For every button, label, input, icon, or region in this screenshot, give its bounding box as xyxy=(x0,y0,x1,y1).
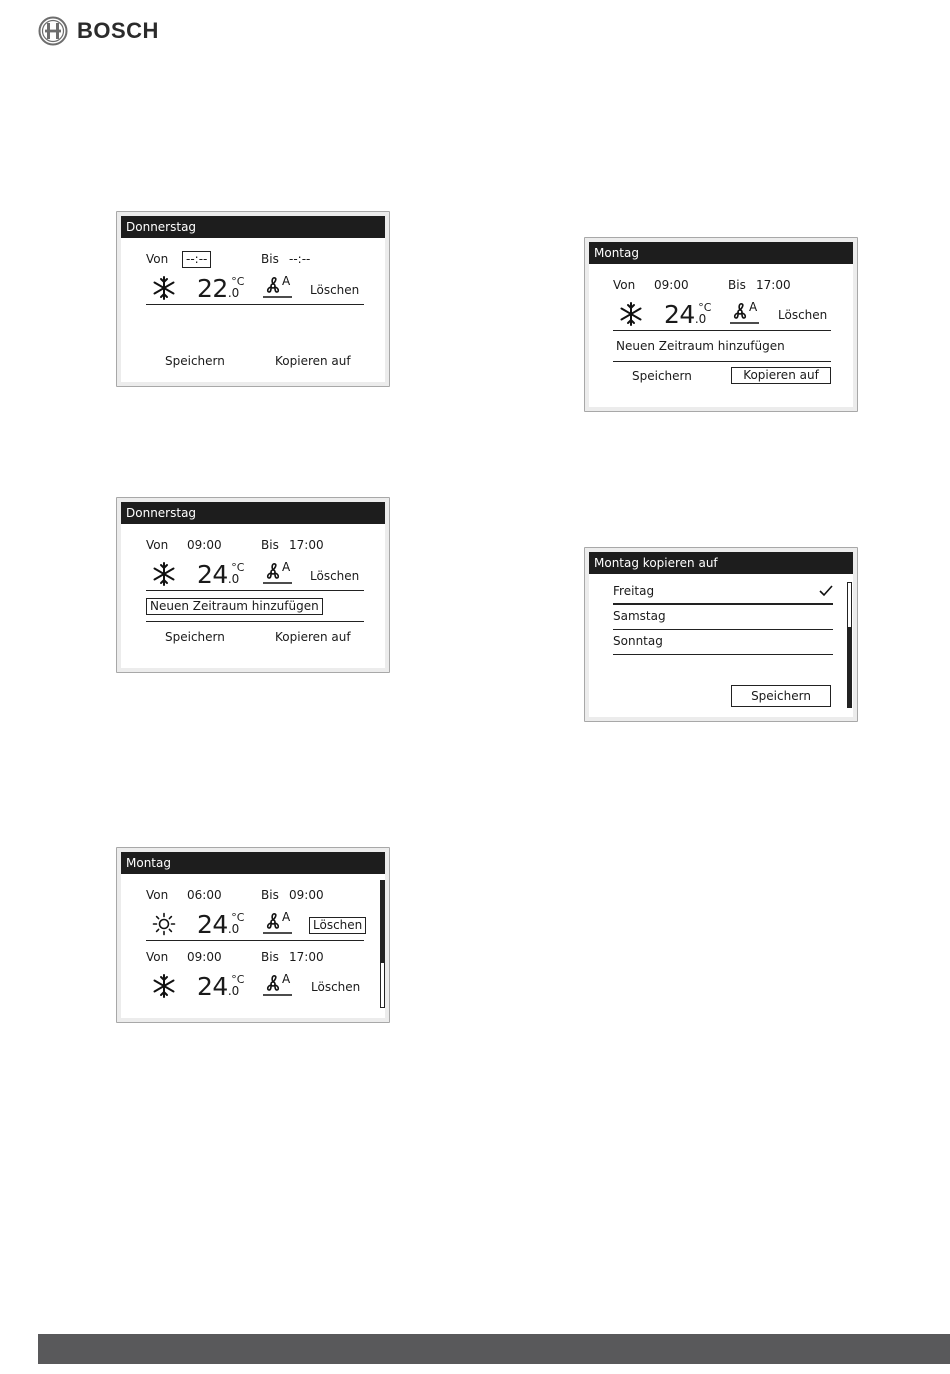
delete-button[interactable]: Löschen xyxy=(310,283,360,297)
bis-label: Bis xyxy=(261,888,279,902)
von-label: Von xyxy=(613,278,636,292)
screen-title: Donnerstag xyxy=(121,502,385,524)
divider xyxy=(613,654,833,655)
checkmark-icon xyxy=(819,585,833,597)
bis-time-field[interactable]: 17:00 xyxy=(289,538,324,552)
temp-unit: °C xyxy=(698,301,712,314)
fan-auto-icon[interactable] xyxy=(729,300,761,326)
add-period-button[interactable]: Neuen Zeitraum hinzufügen xyxy=(616,339,785,353)
temp-decimal: 0 xyxy=(231,922,240,936)
save-button[interactable]: Speichern xyxy=(731,685,831,707)
delete-button[interactable]: Löschen xyxy=(309,917,366,934)
screen-title: Montag xyxy=(589,242,853,264)
snowflake-icon xyxy=(618,301,644,327)
snowflake-icon xyxy=(151,561,177,587)
temp-integer: 24 xyxy=(664,300,695,329)
add-period-button[interactable]: Neuen Zeitraum hinzufügen xyxy=(146,598,323,615)
screen-title: Donnerstag xyxy=(121,216,385,238)
fan-auto-icon[interactable] xyxy=(262,274,294,300)
von-time-field[interactable]: 09:00 xyxy=(654,278,689,292)
save-button[interactable]: Speichern xyxy=(165,354,225,368)
snowflake-icon xyxy=(151,275,177,301)
brand-logo xyxy=(38,16,159,46)
sun-icon xyxy=(152,912,176,936)
divider xyxy=(613,629,833,630)
screen-donnerstag-empty xyxy=(116,211,390,387)
fan-auto-icon[interactable] xyxy=(262,560,294,586)
save-button[interactable]: Speichern xyxy=(165,630,225,644)
divider xyxy=(146,590,364,591)
temp-unit: °C xyxy=(231,275,245,288)
screen-copy-to-days xyxy=(584,547,858,722)
delete-button[interactable]: Löschen xyxy=(310,569,360,583)
bis-time-field[interactable]: 09:00 xyxy=(289,888,324,902)
von-time-field[interactable]: 06:00 xyxy=(187,888,222,902)
footer-bar xyxy=(38,1334,950,1364)
temperature-setpoint[interactable]: $22.0^{^\circ C}$ xyxy=(197,274,245,303)
bis-time-field[interactable]: 17:00 xyxy=(289,950,324,964)
day-option-saturday[interactable]: Samstag xyxy=(613,609,666,623)
bis-time-field[interactable]: --:-- xyxy=(289,252,311,266)
copy-to-button[interactable]: Kopieren auf xyxy=(275,354,351,368)
fan-mode-label: A xyxy=(282,910,291,924)
temperature-setpoint[interactable]: $24.0^{^\circ C}$ xyxy=(197,560,245,589)
temperature-setpoint[interactable]: $24.0^{^\circ C}$ xyxy=(197,972,245,1001)
temp-integer: 24 xyxy=(197,972,228,1001)
copy-to-button[interactable]: Kopieren auf xyxy=(275,630,351,644)
scrollbar-thumb[interactable] xyxy=(848,627,851,707)
screen-title: Montag kopieren auf xyxy=(589,552,853,574)
screen-title: Montag xyxy=(121,852,385,874)
copy-to-button[interactable]: Kopieren auf xyxy=(731,367,831,384)
von-time-field[interactable]: 09:00 xyxy=(187,950,222,964)
von-label: Von xyxy=(146,950,169,964)
fan-mode-label: A xyxy=(282,560,291,574)
scrollbar[interactable] xyxy=(380,880,385,1008)
bis-time-field[interactable]: 17:00 xyxy=(756,278,791,292)
fan-mode-label: A xyxy=(749,300,758,314)
scrollbar[interactable] xyxy=(847,582,852,708)
temp-decimal: 0 xyxy=(231,984,240,998)
temp-decimal: 0 xyxy=(231,286,240,300)
divider xyxy=(613,603,833,605)
von-label: Von xyxy=(146,252,169,266)
bis-label: Bis xyxy=(728,278,746,292)
scrollbar-thumb[interactable] xyxy=(381,881,384,963)
fan-auto-icon[interactable] xyxy=(262,910,294,936)
screen-donnerstag-period xyxy=(116,497,390,673)
divider xyxy=(146,621,364,622)
bis-label: Bis xyxy=(261,538,279,552)
delete-button[interactable]: Löschen xyxy=(778,308,828,322)
divider xyxy=(613,361,831,362)
von-label: Von xyxy=(146,888,169,902)
brand-name: BOSCH xyxy=(77,18,159,43)
fan-mode-label: A xyxy=(282,972,291,986)
divider xyxy=(146,940,364,941)
temp-unit: °C xyxy=(231,973,245,986)
von-time-field[interactable]: 09:00 xyxy=(187,538,222,552)
temp-unit: °C xyxy=(231,561,245,574)
bosch-armature-icon xyxy=(38,16,68,46)
von-label: Von xyxy=(146,538,169,552)
snowflake-icon xyxy=(151,973,177,999)
bis-label: Bis xyxy=(261,252,279,266)
temp-unit: °C xyxy=(231,911,245,924)
temp-decimal: 0 xyxy=(698,312,707,326)
day-option-sunday[interactable]: Sonntag xyxy=(613,634,663,648)
day-label: Freitag xyxy=(613,584,655,598)
fan-mode-label: A xyxy=(282,274,291,288)
temperature-setpoint[interactable]: $24.0^{^\circ C}$ xyxy=(197,910,245,939)
divider xyxy=(613,330,831,331)
temperature-setpoint[interactable]: $24.0^{^\circ C}$ xyxy=(664,300,712,329)
screen-montag-periods xyxy=(116,847,390,1023)
fan-auto-icon[interactable] xyxy=(262,972,294,998)
divider xyxy=(146,304,364,305)
temp-integer: 22 xyxy=(197,274,228,303)
von-time-field[interactable]: --:-- xyxy=(182,251,211,268)
delete-button[interactable]: Löschen xyxy=(311,980,361,994)
temp-decimal: 0 xyxy=(231,572,240,586)
screen-montag-copy xyxy=(584,237,858,412)
bis-label: Bis xyxy=(261,950,279,964)
save-button[interactable]: Speichern xyxy=(632,369,692,383)
temp-integer: 24 xyxy=(197,560,228,589)
temp-integer: 24 xyxy=(197,910,228,939)
